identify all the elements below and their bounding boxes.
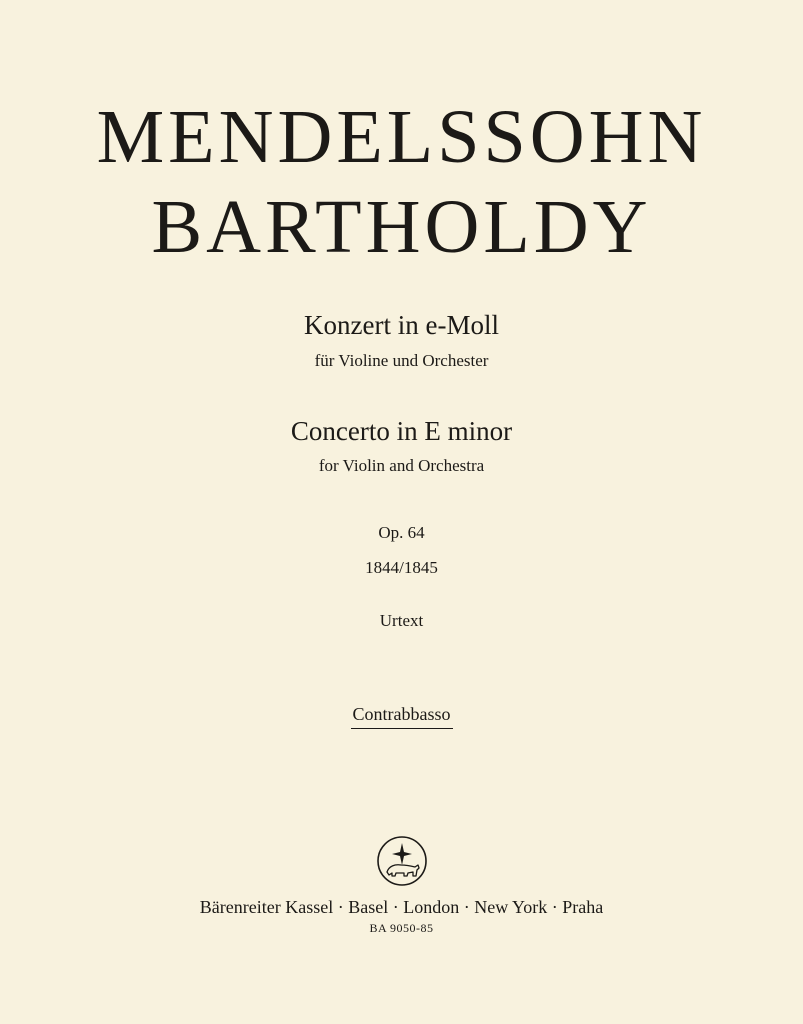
composition-years: 1844/1845: [365, 558, 438, 577]
catalog-number: BA 9050-85: [369, 921, 434, 935]
work-title-english: Concerto in E minor: [290, 416, 513, 446]
publisher-locations: Bärenreiter Kassel · Basel · London · New York · Praha: [199, 897, 604, 917]
work-subtitle-german: für Violine und Orchester: [314, 351, 489, 370]
opus-number: Op. 64: [378, 523, 425, 542]
composer-name-line-2: BARTHOLDY: [151, 185, 652, 269]
work-title-german: Konzert in e-Moll: [304, 310, 499, 340]
edition-type: Urtext: [379, 611, 424, 630]
work-subtitle-english: for Violin and Orchestra: [318, 456, 485, 475]
composer-name-line-1: MENDELSSOHN: [96, 95, 707, 179]
baerenreiter-bear-star-logo-icon: [376, 835, 428, 887]
instrument-part-container: [0, 705, 803, 729]
instrument-part-label: Contrabbasso: [351, 705, 453, 729]
